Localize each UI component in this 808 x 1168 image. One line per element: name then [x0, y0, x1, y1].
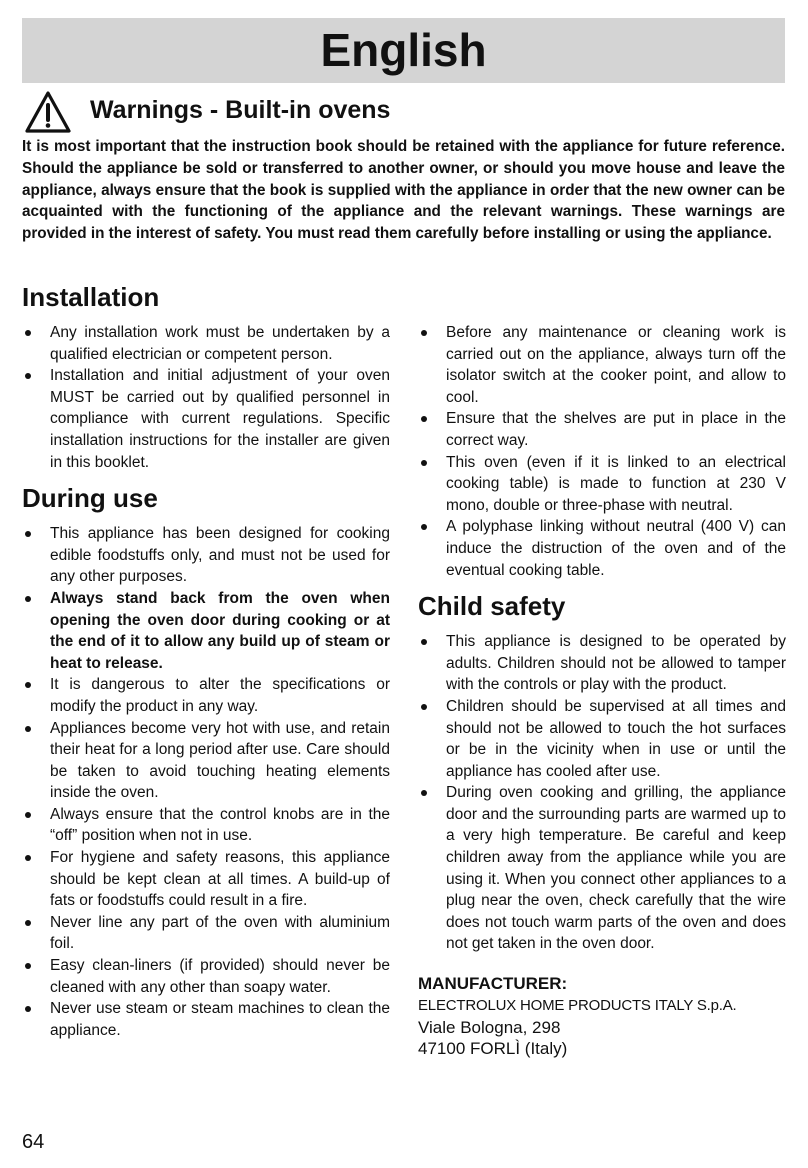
during-use-heading: During use [22, 483, 158, 514]
list-item: Ensure that the shelves are put in place in the correct way. [418, 408, 786, 451]
child-safety-section [418, 589, 786, 955]
warning-triangle-icon [24, 90, 72, 134]
list-item-bold: Always stand back from the oven when opening the oven door during cooking or at the end of it to allow any build up of steam or heat to release. [22, 588, 390, 674]
installation-list [22, 322, 390, 473]
left-column [22, 280, 390, 1041]
list-item: This appliance is designed to be operated by adults. Children should not be allowed to tamper with the controls or play with the product. [418, 631, 786, 696]
maintenance-list [418, 322, 786, 581]
child-safety-list [418, 631, 786, 955]
child-safety-heading: Child safety [418, 591, 566, 622]
list-item: Installation and initial adjustment of your oven MUST be carried out by qualified personnel in compliance with current regulations. Specific installation instructions for the installer are given in this booklet. [22, 365, 390, 473]
list-item: Any installation work must be undertaken by a qualified electrician or competent person. [22, 322, 390, 365]
language-banner [22, 18, 785, 83]
list-item: This oven (even if it is linked to an electrical cooking table) is made to function at 230 V mono, double or three-phase with neutral. [418, 452, 786, 517]
during-use-list [22, 523, 390, 1041]
list-item: For hygiene and safety reasons, this appliance should be kept clean at all times. A build-up of fats or foodstuffs could result in a fire. [22, 847, 390, 912]
list-item: Never line any part of the oven with aluminium foil. [22, 912, 390, 955]
list-item: This appliance has been designed for cooking edible foodstuffs only, and must not be used for any other purposes. [22, 523, 390, 588]
list-item: Never use steam or steam machines to clean the appliance. [22, 998, 390, 1041]
during-use-section [22, 481, 390, 1041]
list-item: A polyphase linking without neutral (400 V) can induce the distruction of the oven and of the eventual cooking table. [418, 516, 786, 581]
manufacturer-street: Viale Bologna, 298 [418, 1018, 561, 1038]
page-number: 64 [22, 1131, 45, 1153]
list-item: Appliances become very hot with use, and retain their heat for a long period after use. Care should be taken to avoid touching heating elements inside the oven. [22, 718, 390, 804]
list-item: Always ensure that the control knobs are in the “off” position when not in use. [22, 804, 390, 847]
manufacturer-block [418, 973, 786, 1059]
manufacturer-company: ELECTROLUX HOME PRODUCTS ITALY S.p.A. [418, 997, 737, 1015]
manufacturer-city: 47100 FORLÌ (Italy) [418, 1039, 568, 1059]
right-column [418, 280, 786, 1059]
warnings-intro: It is most important that the instruction book should be retained with the appliance for future reference. Should the appliance be sold or transferred to another owner, or should you move house and leave the appliance, always ensure that the book is supplied with the appliance in order that the new owner can be acquainted with the functioning of the appliance and the relevant warnings. These warnings are provided in the interest of safety. You must read them carefully before installing or using the appliance. [22, 138, 785, 243]
installation-section [22, 280, 390, 473]
language-title: English [320, 24, 487, 76]
list-item: Easy clean-liners (if provided) should never be cleaned with any other than soapy water. [22, 955, 390, 998]
installation-heading: Installation [22, 282, 160, 312]
list-item: Children should be supervised at all times and should not be allowed to touch the hot surfaces or be in the vicinity when in use or until the appliance has cooled after use. [418, 696, 786, 782]
list-item: During oven cooking and grilling, the appliance door and the surrounding parts are warmed up to a very high temperature. Be careful and keep children away from the appliance while you are using it. When you connect other appliances to a plug near the oven, check carefully that the wire does not touch warm parts of the oven and does not get taken in the oven door. [418, 782, 786, 955]
list-item: It is dangerous to alter the specifications or modify the product in any way. [22, 674, 390, 717]
warnings-title: Warnings - Built-in ovens [90, 96, 391, 124]
warnings-header [24, 88, 784, 134]
manufacturer-heading: MANUFACTURER: [418, 974, 568, 994]
list-item: Before any maintenance or cleaning work is carried out on the appliance, always turn off the isolator switch at the cooker point, and allow to cool. [418, 322, 786, 408]
